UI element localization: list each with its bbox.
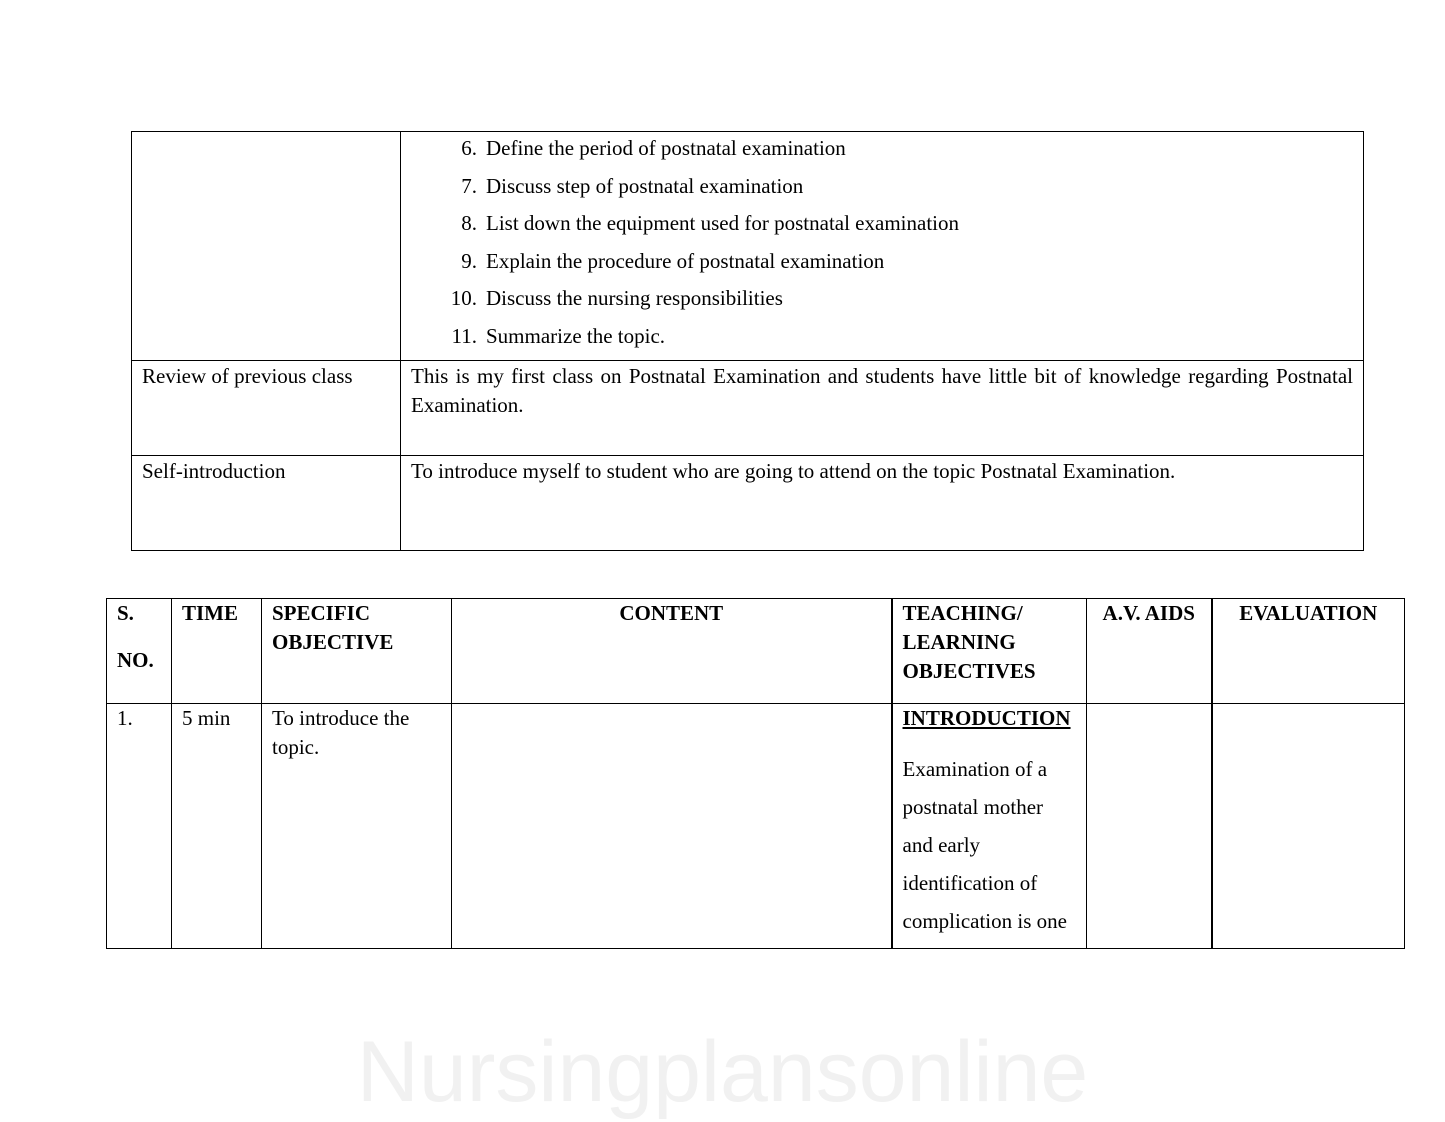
self-introduction-text: To introduce myself to student who are going to attend on the topic Postnatal Examination. [411, 458, 1176, 483]
review-label-cell [132, 360, 401, 455]
objective-item: 11. Summarize the topic. [451, 323, 666, 348]
header-sno: S. NO. [107, 599, 172, 704]
objective-item: 10. Discuss the nursing responsibilities [450, 286, 783, 311]
objective-item: 8. List down the equipment used for postnatal examination [461, 211, 959, 236]
lesson-table-header-row [107, 599, 1405, 704]
self-introduction-label: Self-introduction [142, 458, 286, 483]
row-time: 5 min [172, 704, 262, 949]
lesson-plan-table [106, 598, 1405, 949]
objective-item: 9. Explain the procedure of postnatal examination [461, 248, 885, 273]
objectives-label-cell [132, 132, 401, 361]
introduction-text: Examination of a postnatal mother and early identification of complication is one [902, 757, 1067, 933]
objectives-cell [401, 132, 1364, 361]
self-introduction-text-cell [401, 455, 1364, 550]
objective-item: 6. Define the period of postnatal examination [461, 136, 846, 160]
review-label: Review of previous class [142, 363, 353, 388]
row-specific-objective: To introduce the topic. [262, 704, 452, 949]
review-text-cell [401, 360, 1364, 455]
table-row [107, 704, 1405, 949]
lesson-plan-summary-table [131, 131, 1364, 551]
self-introduction-label-cell [132, 455, 401, 550]
objectives-list [411, 132, 1353, 360]
header-specific-objective: SPECIFIC OBJECTIVE [262, 599, 452, 704]
header-teaching-learning-objectives: TEACHING/ LEARNING OBJECTIVES [892, 599, 1087, 704]
row-sno: 1. [107, 704, 172, 949]
objective-item: 7. Discuss step of postnatal examination [461, 173, 804, 198]
row-av-aids [1087, 704, 1212, 949]
header-time: TIME [172, 599, 262, 704]
header-content: CONTENT [452, 599, 892, 704]
review-text: This is my first class on Postnatal Examination and students have little bit of knowledge regarding Postnatal Examination. [411, 363, 1353, 417]
header-av-aids: A.V. AIDS [1087, 599, 1212, 704]
row-content [452, 704, 892, 949]
review-row [132, 360, 1364, 455]
introduction-heading: INTRODUCTION [902, 706, 1071, 730]
header-evaluation: EVALUATION [1212, 599, 1405, 704]
objectives-row [132, 132, 1364, 361]
row-evaluation [1212, 704, 1405, 949]
self-introduction-row [132, 455, 1364, 550]
row-teaching [892, 704, 1087, 949]
watermark: Nursingplansonline [356, 1024, 1089, 1120]
